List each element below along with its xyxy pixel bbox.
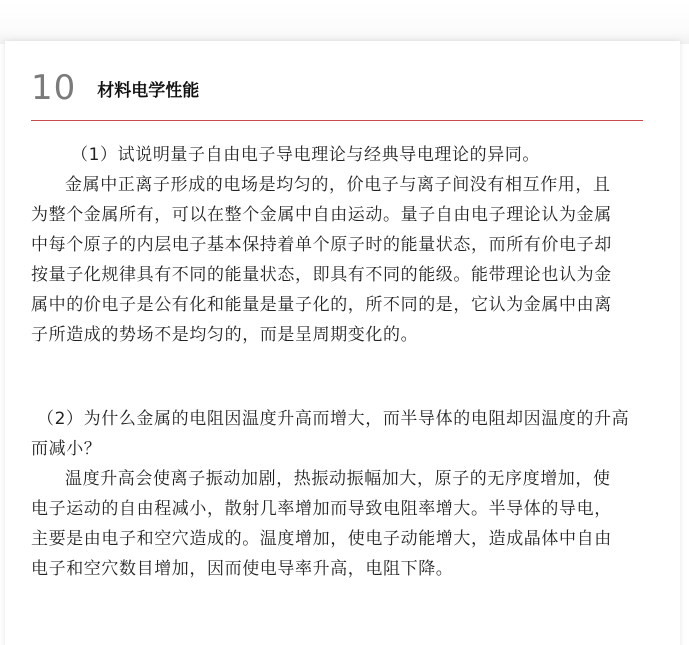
paragraph-gap xyxy=(31,350,661,380)
section-title: 材料电学性能 xyxy=(97,81,200,101)
answer-1-line: 金属中正离子形成的电场是均匀的，价电子与离子间没有相互作用，且 xyxy=(65,175,611,195)
answer-2-line: 主要是由电子和空穴造成的。温度增加，使电子动能增大，造成晶体中自由 xyxy=(31,529,612,549)
header-divider xyxy=(31,120,643,121)
question-2-line: （2）为什么金属的电阻因温度升高而增大，而半导体的电阻却因温度的升高 xyxy=(37,409,630,429)
top-shadow xyxy=(0,0,689,44)
answer-2-line: 温度升高会使离子振动加剧，热振动振幅加大，原子的无序度增加，使 xyxy=(65,469,611,489)
section-header xyxy=(31,66,199,108)
answer-2-line: 电子和空穴数目增加，因而使电导率升高，电阻下降。 xyxy=(31,559,454,579)
answer-1-line: 中每个原子的内层电子基本保持着单个原子时的能量状态，而所有价电子却 xyxy=(31,235,612,255)
paragraph-gap xyxy=(31,380,661,404)
article-body xyxy=(31,140,661,584)
question-2-line: 而减小？ xyxy=(31,439,102,459)
question-1: （1）试说明量子自由电子导电理论与经典导电理论的异同。 xyxy=(71,145,541,165)
answer-1-line: 属中的价电子是公有化和能量是量子化的，所不同的是，它认为金属中由离 xyxy=(31,295,612,315)
answer-1-line: 按量子化规律具有不同的能量状态，即具有不同的能级。能带理论也认为金 xyxy=(31,265,612,285)
answer-1-line: 子所造成的势场不是均匀的，而是呈周期变化的。 xyxy=(31,325,419,345)
answer-2-line: 电子运动的自由程减小，散射几率增加而导致电阻率增大。半导体的导电， xyxy=(31,499,612,519)
section-number: 10 xyxy=(31,68,77,108)
answer-1-line: 为整个金属所有，可以在整个金属中自由运动。量子自由电子理论认为金属 xyxy=(31,205,612,225)
